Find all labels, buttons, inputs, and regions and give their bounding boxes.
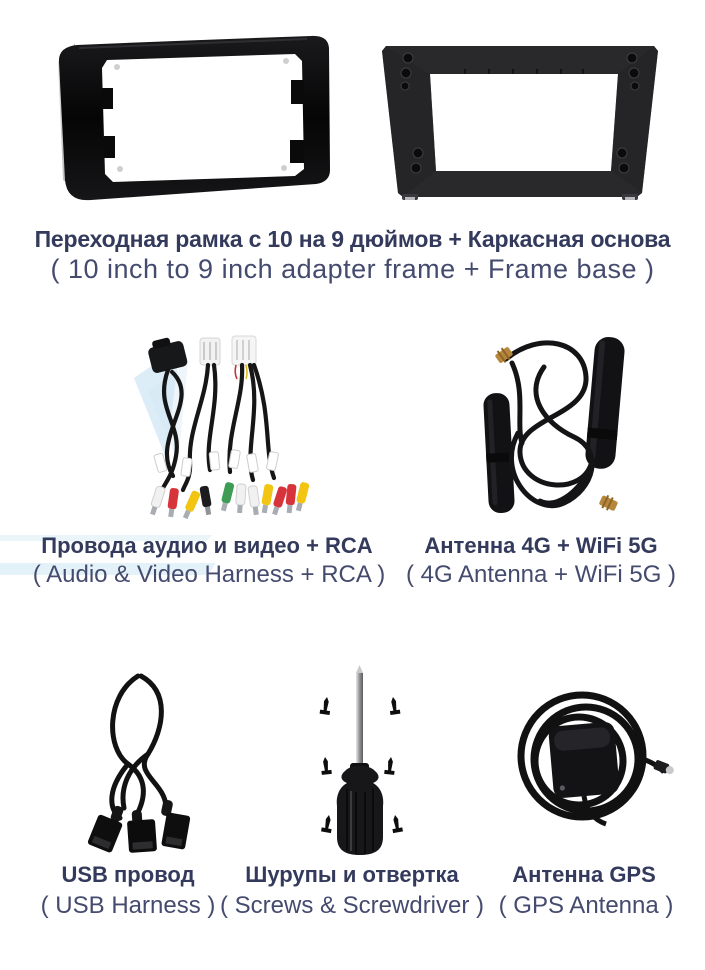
usb-title-ru: USB провод	[61, 862, 195, 887]
screws-title-en: ( Screws & Screwdriver )	[219, 892, 485, 919]
gps-antenna-image	[502, 668, 674, 854]
rca-harness-image	[126, 330, 310, 526]
usb-title-en: ( USB Harness )	[40, 892, 216, 919]
frames-title-ru: Переходная рамка с 10 на 9 дюймов + Каркасная основа	[34, 226, 671, 252]
harness-title-ru: Провода аудио и видео + RCA	[41, 533, 373, 558]
screws-title-ru: Шурупы и отвертка	[245, 862, 459, 887]
screwdriver-image	[299, 665, 421, 857]
antenna-4g-image	[476, 333, 630, 525]
usb-cable-image	[68, 668, 218, 854]
antenna4g-title-en: ( 4G Antenna + WiFi 5G )	[405, 561, 677, 588]
gps-title-ru: Антенна GPS	[512, 862, 656, 887]
gps-title-en: ( GPS Antenna )	[498, 892, 674, 919]
frames-title-en: ( 10 inch to 9 inch adapter frame + Frame base )	[50, 254, 655, 284]
frame-base-image	[372, 36, 668, 202]
antenna4g-title-ru: Антенна 4G + WiFi 5G	[424, 533, 658, 558]
adapter-frame-image	[45, 30, 347, 205]
harness-title-en: ( Audio & Video Harness + RCA )	[32, 561, 386, 588]
